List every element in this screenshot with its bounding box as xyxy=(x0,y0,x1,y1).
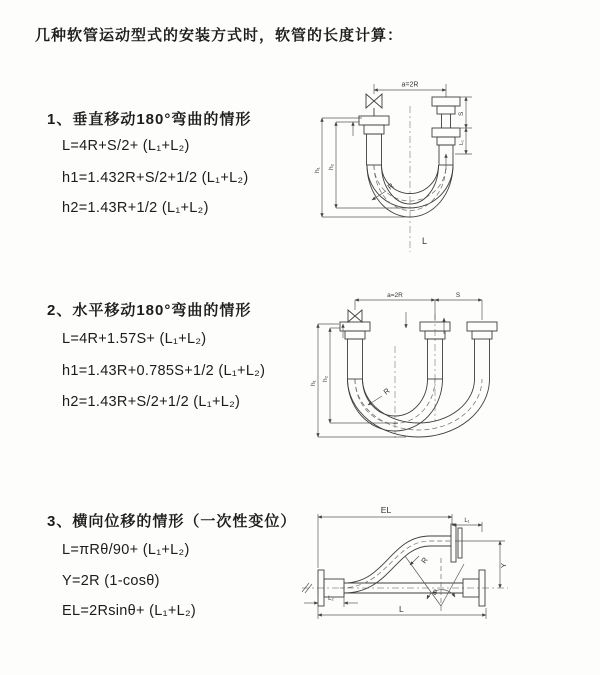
valve-icon xyxy=(366,94,382,116)
section3-formula-Y: Y=2R (1-cosθ) xyxy=(62,573,160,589)
dimension-el xyxy=(318,505,452,568)
section1-heading: 1、垂直移动180°弯曲的情形 xyxy=(47,111,252,128)
section2-formula-L: L=4R+1.57S+ (L₁+L₂) xyxy=(62,331,207,347)
top-flange xyxy=(451,524,462,562)
dim-label-l: L xyxy=(399,604,404,614)
diagram-vertical-180-bend xyxy=(306,70,506,260)
displaced-hose xyxy=(340,536,451,593)
dim-label-l1: L₁ xyxy=(464,518,470,524)
radius-callout xyxy=(410,555,430,565)
hose-u-bends xyxy=(348,379,490,437)
valve-icon xyxy=(348,310,362,322)
section1-formula-h2: h2=1.43R+1/2 (L₁+L₂) xyxy=(62,200,209,216)
angle-construction xyxy=(405,556,464,614)
dim-label-a2r: a=2R xyxy=(401,81,419,89)
dim-label-l1: L₁ xyxy=(459,140,465,145)
section2-formula-h1: h1=1.43R+0.785S+1/2 (L₁+L₂) xyxy=(62,363,266,379)
dim-label-l2: L₂ xyxy=(328,596,334,602)
section1-formula-h1: h1=1.432R+S/2+1/2 (L₁+L₂) xyxy=(62,170,249,186)
dim-label-h1: h₁ xyxy=(310,380,317,386)
dim-label-el: EL xyxy=(380,505,392,515)
dimension-l2 xyxy=(304,596,358,607)
dim-label-r: R xyxy=(381,386,392,397)
dim-label-y: Y xyxy=(499,562,508,568)
dim-label-s: S xyxy=(458,111,465,116)
dim-label-h2: h₂ xyxy=(328,163,335,170)
page-title: 几种软管运动型式的安装方式时，软管的长度计算： xyxy=(35,27,404,44)
dim-label-h1: h₁ xyxy=(314,167,321,173)
dim-label-h2: h₂ xyxy=(322,375,329,382)
diagram-lateral-displacement xyxy=(298,500,598,650)
dim-label-a2r: a=2R xyxy=(387,292,403,299)
section3-formula-EL: EL=2Rsinθ+ (L₁+L₂) xyxy=(62,603,197,619)
diagram-horizontal-180-bend xyxy=(306,286,516,456)
radius-callout xyxy=(368,386,392,405)
dimension-h2 xyxy=(322,328,398,423)
moved-flange-hose xyxy=(467,322,497,379)
dimension-l1 xyxy=(455,128,472,154)
section2-formula-h2: h2=1.43R+S/2+1/2 (L₁+L₂) xyxy=(62,394,241,410)
dim-label-r: R xyxy=(385,181,396,192)
section2-heading: 2、水平移动180°弯曲的情形 xyxy=(47,302,252,319)
dim-label-s: S xyxy=(455,292,461,299)
left-flange-hose xyxy=(340,322,370,379)
dim-label-l: L xyxy=(422,236,428,246)
section3-formula-L: L=πRθ/90+ (L₁+L₂) xyxy=(62,542,190,558)
dimension-l1 xyxy=(452,518,482,532)
dimension-l xyxy=(318,596,486,619)
dim-label-theta: θ xyxy=(433,590,437,597)
dim-label-r: R xyxy=(419,555,430,566)
section1-formula-L: L=4R+S/2+ (L₁+L₂) xyxy=(62,138,190,154)
dimension-a2r xyxy=(355,292,482,320)
left-flange-hose xyxy=(359,116,389,165)
section3-heading: 3、横向位移的情形（一次性变位） xyxy=(47,513,297,530)
dimension-s xyxy=(435,292,482,300)
dimension-a2r xyxy=(374,82,446,98)
